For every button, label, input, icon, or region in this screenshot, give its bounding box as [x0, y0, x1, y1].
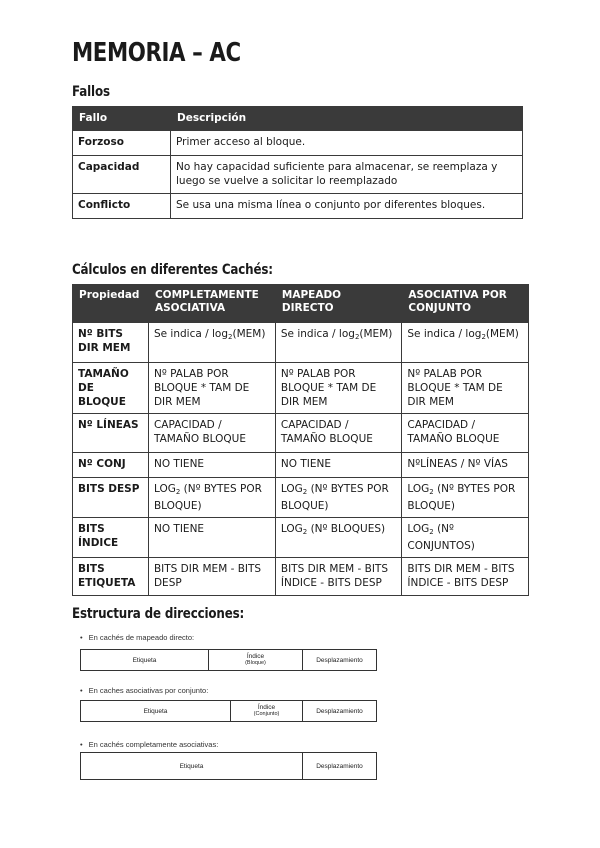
property-name: Nº LÍNEAS [73, 414, 149, 453]
column-header: COMPLETAMENTE ASOCIATIVA [148, 285, 275, 323]
log-base: 2 [302, 488, 308, 496]
log-base: 2 [429, 488, 434, 496]
desplazamiento-field: Desplazamiento [316, 707, 363, 715]
bullet-icon: • [80, 633, 83, 642]
cell-text: (MEM) [485, 328, 519, 340]
log-text: LOG [153, 483, 176, 495]
property-name: BITS ETIQUETA [73, 558, 149, 596]
list-item [80, 686, 208, 695]
cell: NO TIENE [148, 518, 275, 558]
indice-label: Índice [257, 704, 276, 711]
column-header: MAPEADO DIRECTO [275, 285, 402, 323]
log-text: log [465, 328, 482, 340]
log-base: 2 [481, 333, 486, 341]
cell: NO TIENE [275, 453, 402, 478]
cell: Nº PALAB POR BLOQUE * TAM DE DIR MEM [148, 363, 275, 414]
log-base: 2 [175, 488, 181, 496]
fallo-name: Conflicto [73, 194, 171, 219]
cell [275, 478, 402, 518]
list-item [80, 740, 218, 749]
fallos-heading: Fallos [72, 84, 110, 100]
cell [275, 323, 402, 363]
property-name: BITS DESP [73, 478, 149, 518]
log-base: 2 [354, 333, 360, 341]
address-structure-set [80, 700, 377, 722]
cell: Nº PALAB POR BLOQUE * TAM DE DIR MEM [402, 363, 529, 414]
bullet-text: En caches asociativas por conjunto: [88, 686, 209, 695]
cell: Nº PALAB POR BLOQUE * TAM DE DIR MEM [275, 363, 402, 414]
table-row [73, 363, 529, 414]
table-row [73, 156, 523, 194]
cell: CAPACIDAD / TAMAÑO BLOQUE [402, 414, 529, 453]
log-text: log [212, 328, 229, 340]
address-structure-full [80, 752, 377, 780]
list-item [80, 633, 194, 642]
cell-text: (Nº BYTES POR BLOQUE) [280, 483, 389, 512]
bullet-text: En cachés completamente asociativas: [88, 740, 219, 749]
fallo-description: Se usa una misma línea o conjunto por diferentes bloques. [171, 194, 523, 219]
bullet-icon: • [80, 740, 83, 749]
cell-text: (MEM) [359, 328, 393, 340]
desplazamiento-field: Desplazamiento [316, 656, 363, 664]
bullet-icon: • [80, 686, 83, 695]
etiqueta-field: Etiqueta [81, 753, 303, 779]
fallo-description: Primer acceso al bloque. [171, 131, 523, 156]
cell [402, 478, 529, 518]
etiqueta-field: Etiqueta [81, 650, 209, 670]
caches-heading: Cálculos en diferentes Cachés: [72, 262, 273, 278]
fallos-table [72, 106, 523, 219]
property-name: BITS ÍNDICE [73, 518, 149, 558]
table-row [73, 323, 529, 363]
indice-field [209, 650, 303, 670]
log-base: 2 [228, 333, 233, 341]
log-text: LOG [407, 483, 430, 495]
table-row [73, 414, 529, 453]
cell [148, 323, 275, 363]
property-name: Nº BITS DIR MEM [73, 323, 149, 363]
fallo-description: No hay capacidad suficiente para almacenar, se reemplaza y luego se vuelve a solicitar lo reemplazado [171, 156, 523, 194]
cell [402, 323, 529, 363]
table-row [73, 518, 529, 558]
table-row [73, 558, 529, 596]
cell-text: (Nº BYTES POR BLOQUE) [407, 483, 516, 512]
column-header: ASOCIATIVA POR CONJUNTO [402, 285, 529, 323]
log-base: 2 [429, 528, 434, 536]
etiqueta-field: Etiqueta [81, 701, 231, 721]
cell-text: (Nº BLOQUES) [307, 523, 386, 535]
column-header: Descripción [171, 107, 523, 131]
cell [148, 478, 275, 518]
cell-text: Se indica / [407, 328, 466, 340]
table-row [73, 194, 523, 219]
cell-text: (Nº BYTES POR BLOQUE) [153, 483, 262, 512]
bullet-text: En cachés de mapeado directo: [88, 633, 195, 642]
property-name: Nº CONJ [73, 453, 149, 478]
fallo-name: Forzoso [73, 131, 171, 156]
cell: NºLÍNEAS / Nº VÍAS [402, 453, 529, 478]
property-name: TAMAÑO DE BLOQUE [73, 363, 149, 414]
log-text: LOG [280, 523, 303, 535]
cell: NO TIENE [148, 453, 275, 478]
desplazamiento-field: Desplazamiento [316, 762, 363, 770]
log-text: LOG [407, 523, 430, 535]
cell-text: (Nº CONJUNTOS) [407, 523, 475, 552]
cell-text: (MEM) [232, 328, 266, 340]
cell: CAPACIDAD / TAMAÑO BLOQUE [148, 414, 275, 453]
log-text: log [338, 328, 355, 340]
cell: BITS DIR MEM - BITS DESP [148, 558, 275, 596]
table-row [73, 131, 523, 156]
page-title: MEMORIA – AC [72, 38, 241, 68]
table-row [73, 478, 529, 518]
cell: BITS DIR MEM - BITS ÍNDICE - BITS DESP [275, 558, 402, 596]
cell: BITS DIR MEM - BITS ÍNDICE - BITS DESP [402, 558, 529, 596]
column-header: Propiedad [73, 285, 149, 323]
indice-sublabel: (Bloque) [245, 660, 266, 666]
indice-field [231, 701, 303, 721]
table-row [73, 453, 529, 478]
caches-table [72, 284, 529, 596]
indice-label: Índice [246, 653, 265, 660]
column-header: Fallo [73, 107, 171, 131]
estructura-heading: Estructura de direcciones: [72, 606, 245, 622]
log-base: 2 [302, 528, 308, 536]
cell: CAPACIDAD / TAMAÑO BLOQUE [275, 414, 402, 453]
indice-sublabel: (Conjunto) [253, 711, 280, 717]
table-header-row [73, 107, 523, 131]
log-text: LOG [280, 483, 303, 495]
address-structure-direct [80, 649, 377, 671]
table-header-row [73, 285, 529, 323]
cell-text: Se indica / [280, 328, 339, 340]
cell-text: Se indica / [153, 328, 213, 340]
cell [275, 518, 402, 558]
fallo-name: Capacidad [73, 156, 171, 194]
cell [402, 518, 529, 558]
